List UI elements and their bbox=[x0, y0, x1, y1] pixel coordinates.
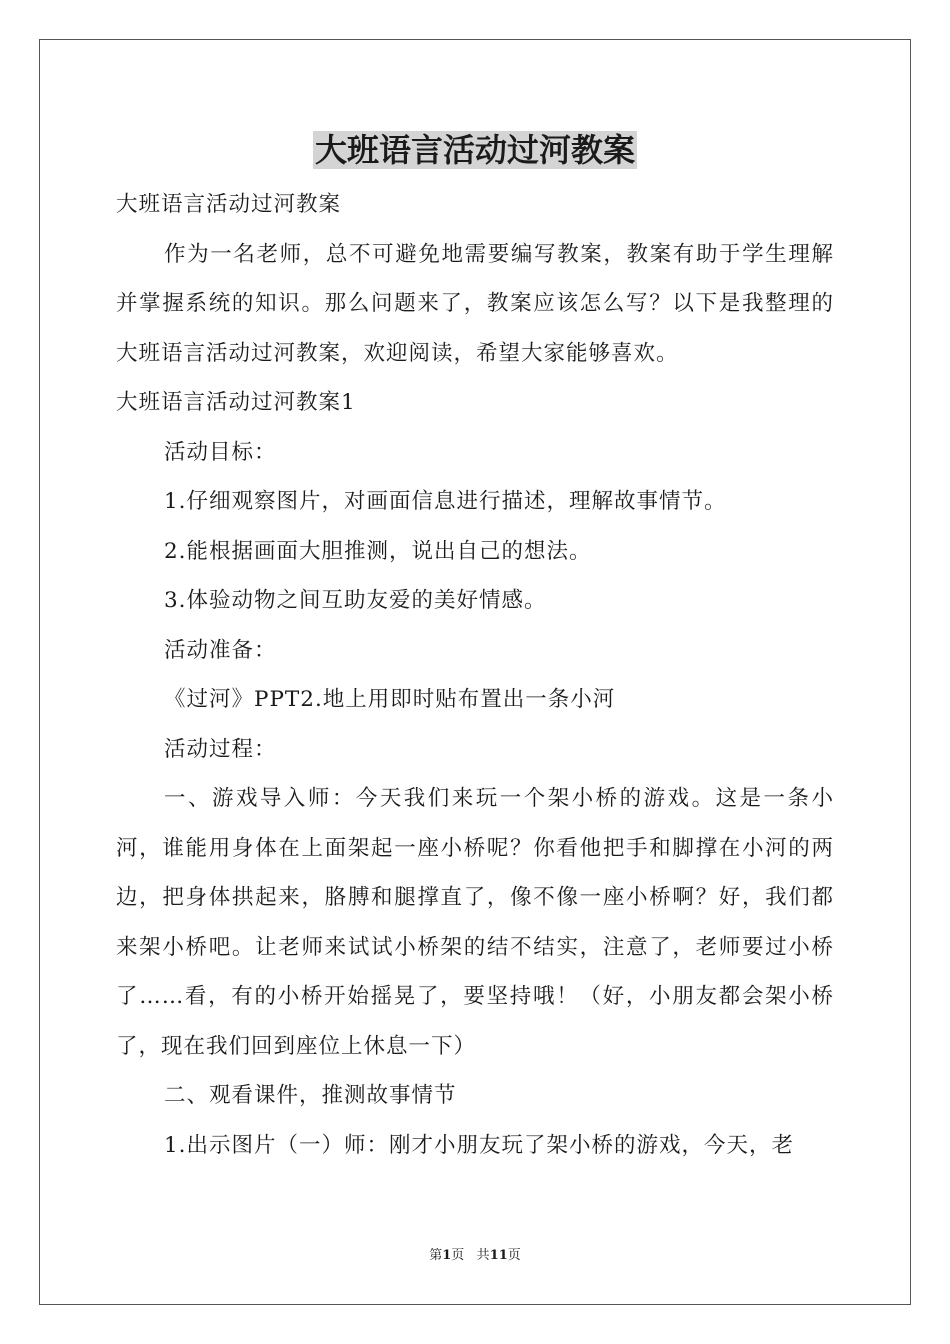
paragraph: 活动目标： bbox=[164, 439, 277, 465]
paragraph: 1.出示图片（一）师：刚才小朋友玩了架小桥的游戏，今天，老 bbox=[164, 1132, 795, 1158]
paragraph: 《过河》PPT2.地上用即时贴布置出一条小河 bbox=[164, 687, 616, 712]
footer-page-total: 11 bbox=[489, 1248, 508, 1263]
paragraph: 1.仔细观察图片，对画面信息进行描述，理解故事情节。 bbox=[164, 489, 727, 514]
document-body bbox=[116, 180, 834, 1170]
paragraph: 二、观看课件，推测故事情节 bbox=[164, 1083, 457, 1108]
paragraph: 2.能根据画面大胆推测，说出自己的想法。 bbox=[164, 538, 592, 564]
paragraph: 大班语言活动过河教案 bbox=[116, 192, 342, 217]
footer-page-current: 1 bbox=[442, 1248, 452, 1263]
paragraph: 作为一名老师，总不可避免地需要编写教案，教案有助于学生理解并掌握系统的知识。那么问题来了，教案应该怎么写？以下是我整理的大班语言活动过河教案，欢迎阅读，希望大家能够喜欢。 bbox=[116, 241, 834, 366]
footer-prefix: 第 bbox=[429, 1248, 443, 1263]
footer-page-suffix: 页 bbox=[451, 1248, 465, 1263]
document-title-text: 大班语言活动过河教案 bbox=[314, 131, 635, 169]
paragraph: 大班语言活动过河教案1 bbox=[116, 390, 356, 415]
paragraph: 活动过程： bbox=[164, 736, 277, 762]
footer-total-prefix: 共 bbox=[476, 1248, 490, 1263]
paragraph: 一、游戏导入师：今天我们来玩一个架小桥的游戏。这是一条小河，谁能用身体在上面架起一座小桥呢？你看他把手和脚撑在小河的两边，把身体拱起来，胳膊和腿撑直了，像不像一座小桥啊？好，我们都来架小桥吧。让老师来试试小桥架的结不结实，注意了，老师要过小桥了……看，有的小桥开始摇晃了，要坚持哦！（好，小朋友都会架小桥了，现在我们回到座位上休息一下） bbox=[116, 786, 834, 1059]
page-footer bbox=[0, 1247, 950, 1265]
paragraph: 3.体验动物之间互助友爱的美好情感。 bbox=[164, 588, 547, 613]
paragraph: 活动准备： bbox=[164, 637, 277, 663]
document-title bbox=[0, 128, 950, 172]
footer-total-suffix: 页 bbox=[507, 1248, 521, 1263]
